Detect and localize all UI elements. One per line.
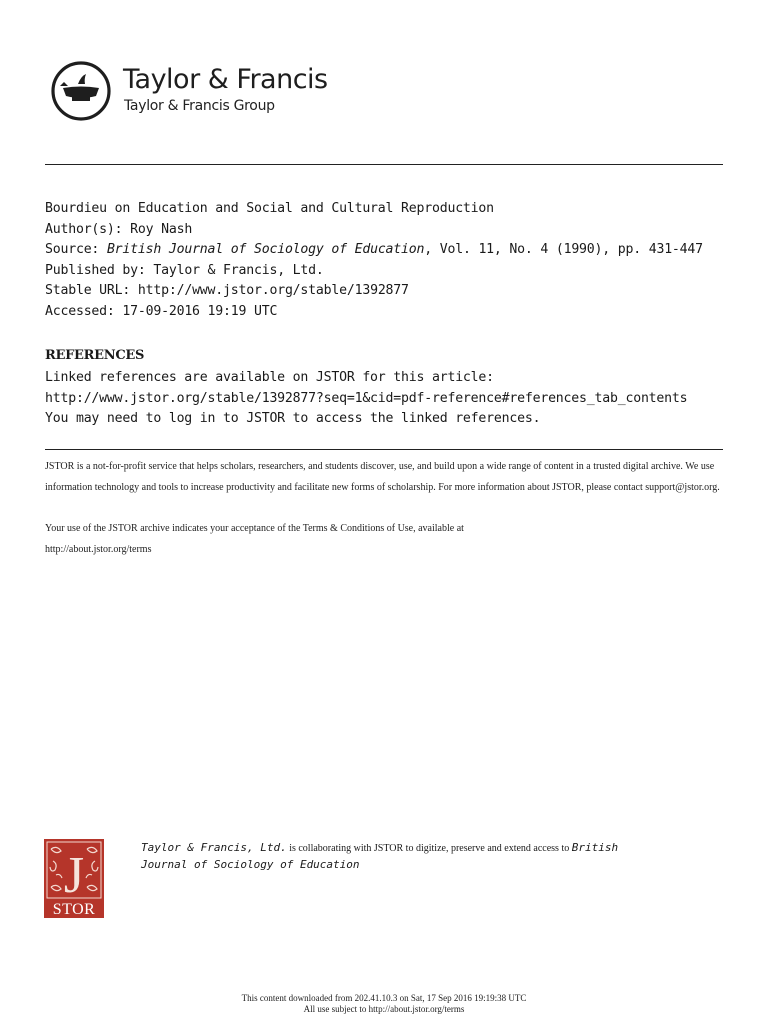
references-intro: Linked references are available on JSTOR for this article:	[45, 370, 494, 385]
references-link[interactable]: http://www.jstor.org/stable/1392877?seq=1&cid=pdf-reference#references_tab_contents	[45, 390, 688, 406]
publisher-logo-title: Taylor & Francis	[123, 64, 328, 95]
article-authors	[45, 220, 703, 241]
terms-text: Your use of the JSTOR archive indicates your acceptance of the Terms & Conditions of Use, available at	[45, 523, 464, 534]
source-label: Source:	[45, 242, 100, 257]
stable-url-label: Stable URL:	[45, 283, 131, 298]
stable-url-link[interactable]: http://www.jstor.org/stable/1392877	[137, 283, 409, 298]
publisher-value: Taylor & Francis, Ltd.	[153, 262, 324, 278]
collab-journal: British Journal of Sociology of Education	[141, 841, 619, 871]
journal-name: British Journal of Sociology of Education	[106, 242, 425, 257]
top-divider	[45, 164, 723, 165]
article-stable-url	[45, 281, 703, 302]
lamp-emblem-icon	[50, 58, 112, 124]
references-block	[45, 368, 687, 430]
publisher-logo-subtitle: Taylor & Francis Group	[124, 98, 275, 114]
jstor-logo-letter: J	[63, 847, 85, 904]
footer-terms: All use subject to http://about.jstor.org/terms	[303, 1003, 465, 1014]
article-accessed	[45, 302, 703, 323]
references-login-note: You may need to log in to JSTOR to access the linked references.	[45, 411, 541, 426]
collab-text: is collaborating with JSTOR to digitize, preserve and extend access to	[286, 843, 572, 854]
jstor-logo-label: STOR	[52, 901, 96, 918]
article-metadata	[45, 199, 703, 322]
collab-publisher: Taylor & Francis, Ltd.	[141, 841, 287, 854]
accessed-value: 17-09-2016 19:19 UTC	[122, 303, 278, 319]
footer-download-info: This content downloaded from 202.41.10.3 on Sat, 17 Sep 2016 19:19:38 UTC	[241, 993, 527, 1003]
authors-label: Author(s):	[45, 221, 123, 237]
jstor-logo	[44, 839, 104, 918]
article-title: Bourdieu on Education and Social and Cultural Reproduction	[45, 201, 494, 216]
authors-value: Roy Nash	[130, 221, 193, 237]
notice-paragraph-1: JSTOR is a not-for-profit service that helps scholars, researchers, and students discover, use, and build upon a wide range of content in a trusted digital archive. We use information technology and tools to increase productivity and facilitate new forms of scholarship. For more information about JSTOR, please contact support@jstor.org.	[45, 461, 720, 493]
collaboration-statement	[141, 840, 661, 872]
published-by-label: Published by:	[45, 262, 146, 278]
references-heading: REFERENCES	[45, 348, 145, 363]
jstor-notice	[45, 457, 730, 560]
article-source	[45, 240, 703, 261]
notice-paragraph-2	[45, 519, 730, 560]
source-details: , Vol. 11, No. 4 (1990), pp. 431-447	[424, 242, 703, 257]
accessed-label: Accessed:	[45, 303, 115, 319]
article-publisher	[45, 261, 703, 282]
middle-divider	[45, 449, 723, 450]
terms-link[interactable]: http://about.jstor.org/terms	[45, 543, 152, 555]
taylor-francis-logo	[50, 58, 380, 128]
download-footer	[0, 993, 768, 1014]
